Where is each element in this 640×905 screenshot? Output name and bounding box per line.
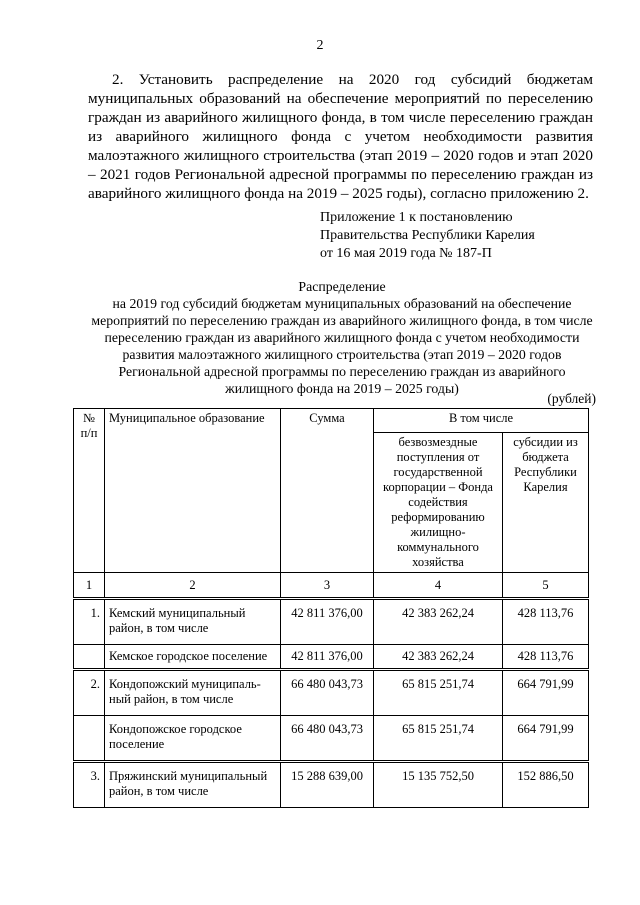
- header-sum: Сумма: [281, 409, 374, 573]
- header-republic: субсидии из бюджета Республики Карелия: [503, 433, 589, 573]
- row-municipality: Кондопожский муниципаль-ный район, в том числе: [105, 670, 281, 716]
- row-sum: 66 480 043,73: [281, 670, 374, 716]
- row-republic: 664 791,99: [503, 716, 589, 762]
- appendix-reference: [320, 209, 600, 263]
- appendix-line-3: от 16 мая 2019 года № 187-П: [320, 246, 492, 261]
- row-number: [74, 716, 105, 762]
- distribution-table: [73, 408, 589, 808]
- row-municipality: Кондопожское городское поселение: [105, 716, 281, 762]
- row-number: 1.: [74, 599, 105, 645]
- header-row-1: [74, 409, 589, 433]
- row-republic: 664 791,99: [503, 670, 589, 716]
- row-fund: 65 815 251,74: [374, 670, 503, 716]
- row-fund: 42 383 262,24: [374, 599, 503, 645]
- row-sum: 42 811 376,00: [281, 599, 374, 645]
- table-row: [74, 716, 589, 762]
- row-sum: 15 288 639,00: [281, 762, 374, 808]
- table-row: [74, 599, 589, 645]
- col-number: 3: [281, 573, 374, 599]
- table-row: [74, 762, 589, 808]
- col-number: 5: [503, 573, 589, 599]
- row-republic: 152 886,50: [503, 762, 589, 808]
- column-numbers-row: [74, 573, 589, 599]
- row-fund: 15 135 752,50: [374, 762, 503, 808]
- table-row: [74, 670, 589, 716]
- distribution-description: на 2019 год субсидий бюджетам муниципальных образований на обеспечение мероприятий по переселению граждан из аварийного жилищного фонда, в том числе переселению граждан из аварийного жилищного фонда с учетом необходимости развития малоэтажного жилищного строительства (этап 2019 – 2020 годов Региональной адресной программы по переселению граждан из аварийного жилищного фонда на 2019 – 2025 годы): [91, 296, 593, 396]
- header-fund: безвозмездные поступления от государственной корпорации – Фонда содействия реформированию жилищно-коммунального хозяйства: [374, 433, 503, 573]
- appendix-line-2: Правительства Республики Карелия: [320, 228, 535, 243]
- row-number: [74, 645, 105, 670]
- header-num: № п/п: [74, 409, 105, 573]
- distribution-heading: Распределение: [298, 279, 386, 294]
- decision-paragraph: 2. Установить распределение на 2020 год субсидий бюджетам муниципальных образований на обеспечение мероприятий по переселению граждан из аварийного жилищного фонда, в том числе переселению граждан из аварийного жилищного фонда с учетом необходимости развития малоэтажного жилищного строительства (этап 2019 – 2020 годов и этап 2020 – 2021 годов Региональной адресной программы по переселению граждан из аварийного жилищного фонда на 2019 – 2025 годы), согласно приложению 2.: [88, 71, 593, 202]
- row-municipality: Кемский муниципальный район, в том числе: [105, 599, 281, 645]
- row-fund: 65 815 251,74: [374, 716, 503, 762]
- row-fund: 42 383 262,24: [374, 645, 503, 670]
- row-republic: 428 113,76: [503, 599, 589, 645]
- row-municipality: Пряжинский муниципальный район, в том числе: [105, 762, 281, 808]
- table-row: [74, 645, 589, 670]
- col-number: 2: [105, 573, 281, 599]
- header-including: В том числе: [374, 409, 589, 433]
- row-sum: 66 480 043,73: [281, 716, 374, 762]
- currency-unit: (рублей): [547, 391, 596, 406]
- distribution-title: [88, 278, 596, 397]
- row-municipality: Кемское городское поселение: [105, 645, 281, 670]
- col-number: 1: [74, 573, 105, 599]
- row-sum: 42 811 376,00: [281, 645, 374, 670]
- col-number: 4: [374, 573, 503, 599]
- row-republic: 428 113,76: [503, 645, 589, 670]
- row-number: 2.: [74, 670, 105, 716]
- row-number: 3.: [74, 762, 105, 808]
- appendix-line-1: Приложение 1 к постановлению: [320, 210, 513, 225]
- page-number: 2: [316, 38, 324, 53]
- header-municipality: Муниципальное образование: [105, 409, 281, 573]
